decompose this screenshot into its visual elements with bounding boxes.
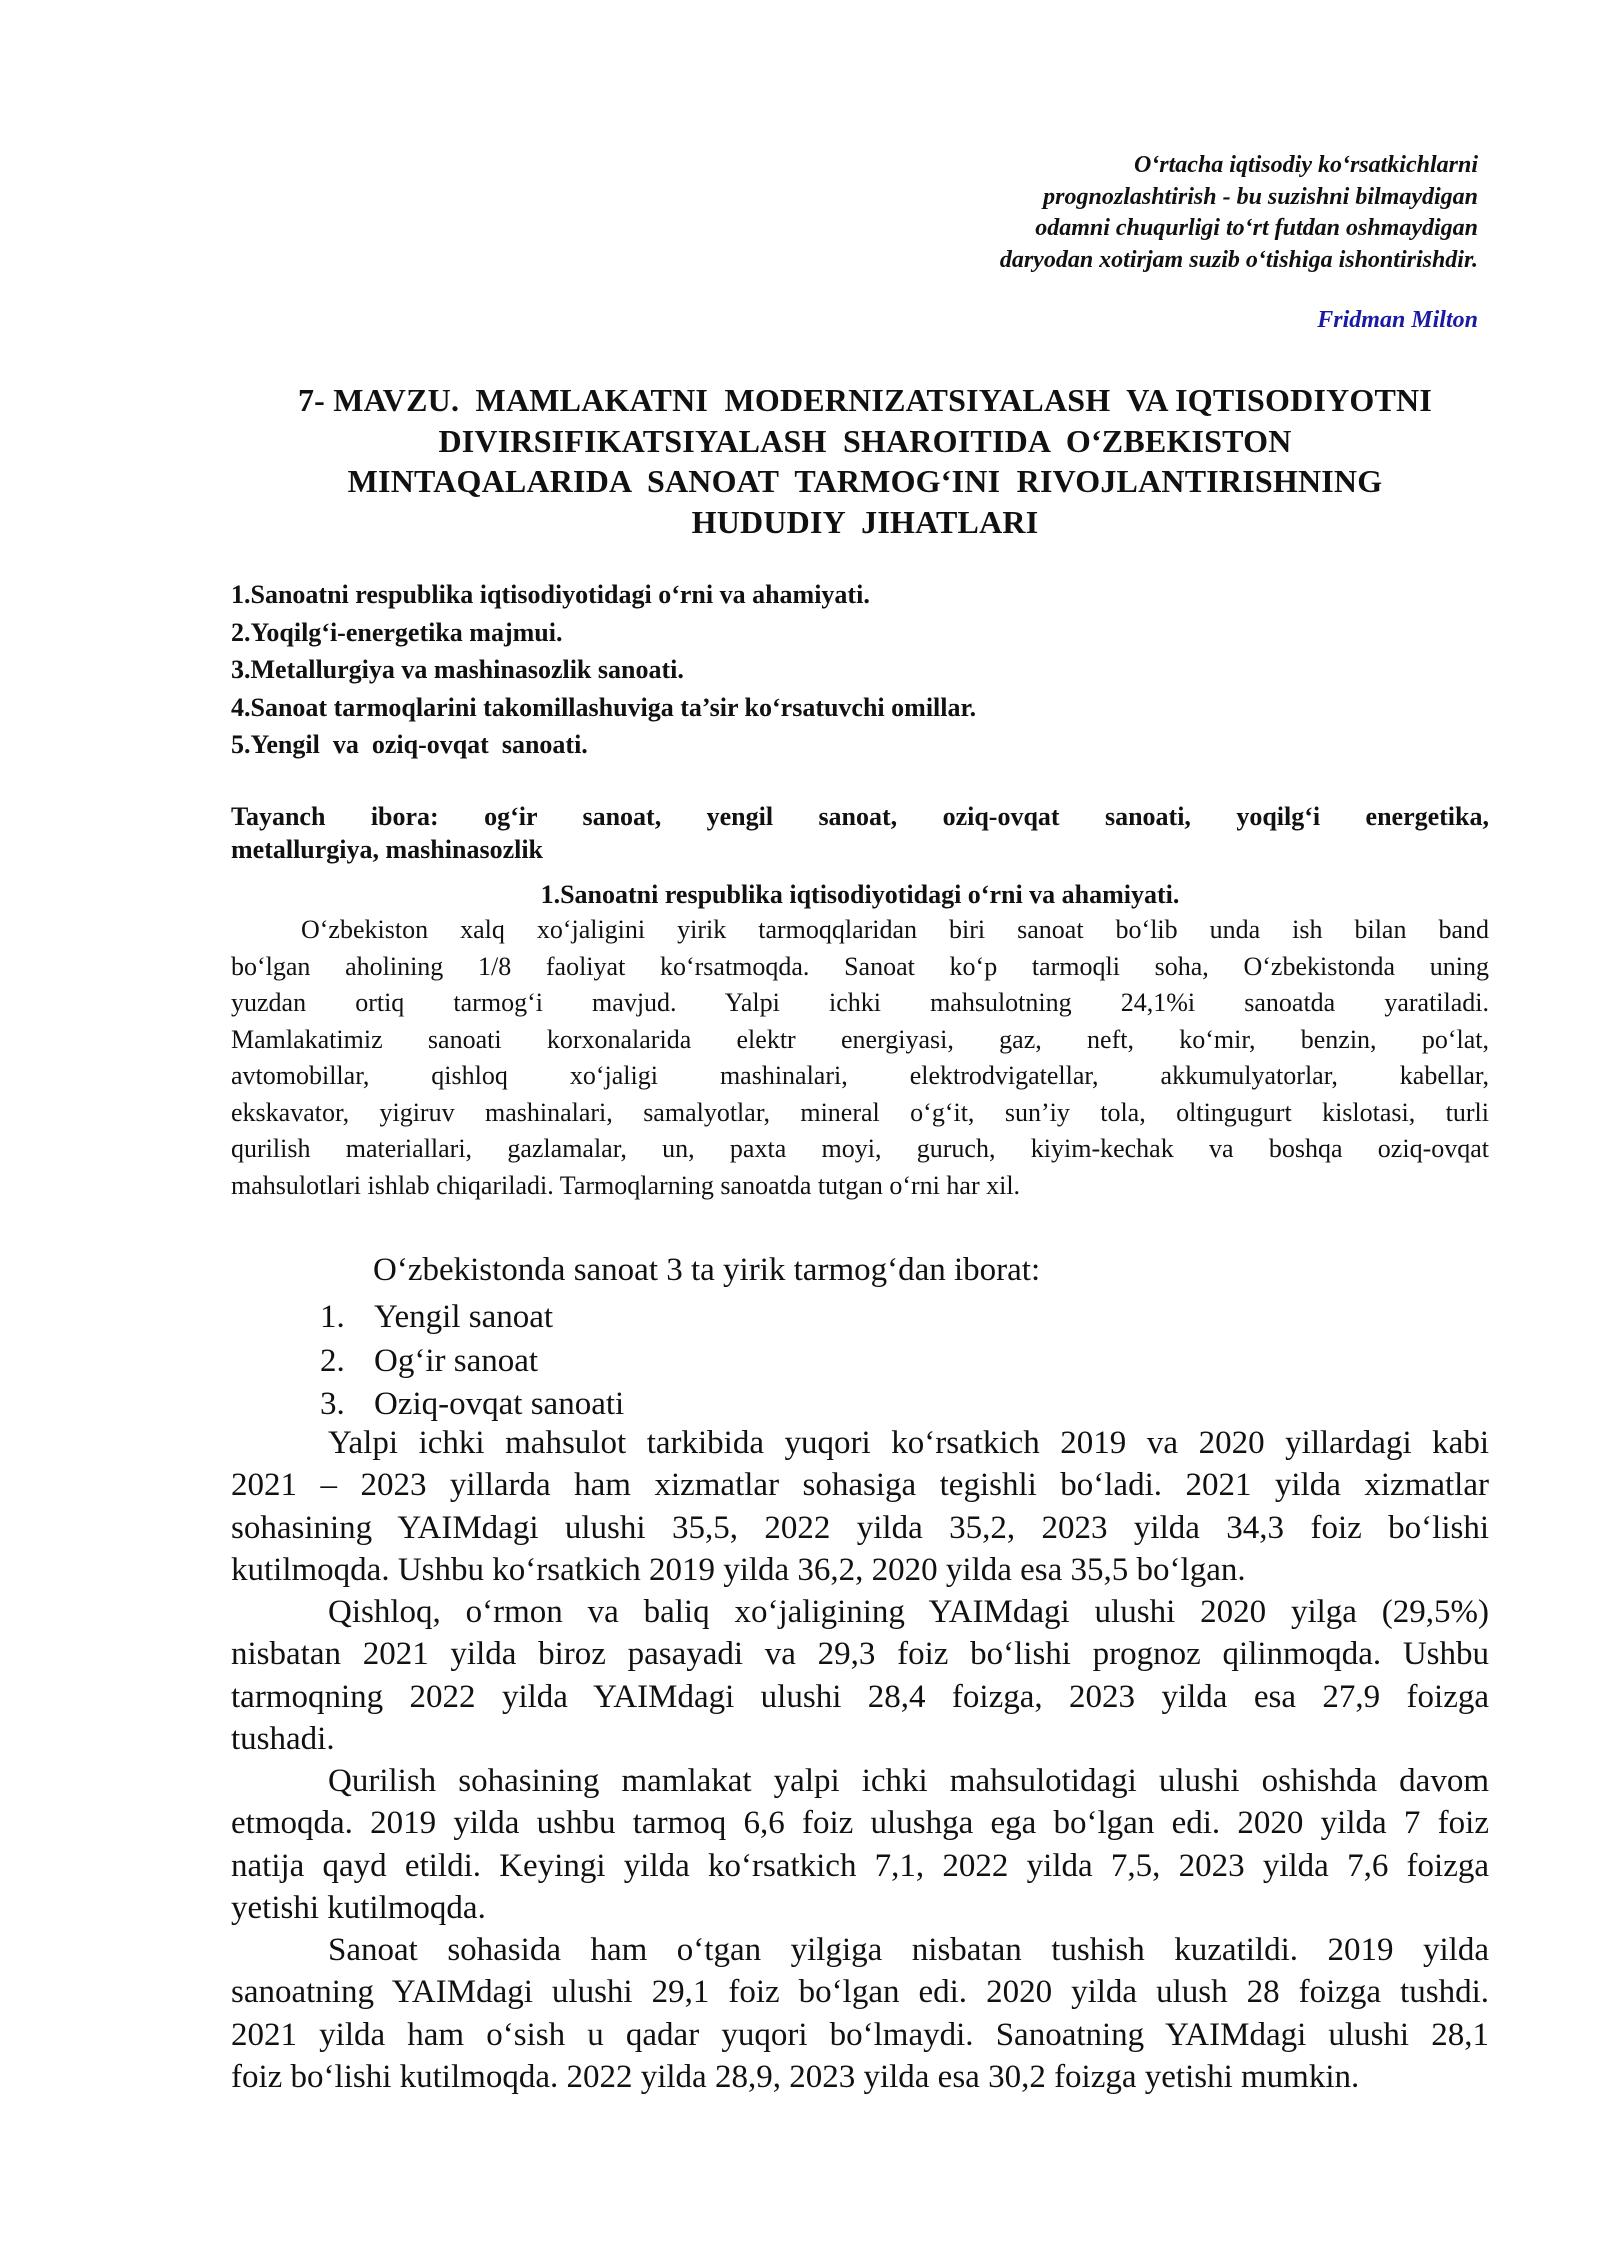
sector-number: 3. (320, 1386, 345, 1422)
plan-item: 1.Sanoatni respublika iqtisodiyotidagi o‘rni va ahamiyati. (231, 580, 870, 609)
keywords-line: Tayanch ibora: og‘ir sanoat, yengil sanoat, oziq-ovqat sanoati, yoqilg‘i energetika, (231, 802, 1489, 831)
epigraph-author: Fridman Milton (1317, 307, 1478, 333)
paragraph-line: nisbatan 2021 yilda biroz pasayadi va 29,3 foiz bo‘lishi prognoz qilinmoqda. Ushbu (231, 1636, 1489, 1673)
paragraph-industry-share (231, 1929, 1489, 2098)
paragraph-line: sohasining YAIMdagi ulushi 35,5, 2022 yilda 35,2, 2023 yilda 34,3 foiz bo‘lishi (231, 1509, 1489, 1546)
paragraph-line: mahsulotlari ishlab chiqariladi. Tarmoqlarning sanoatda tutgan o‘rni har xil. (231, 1170, 1021, 1200)
paragraph-line: Sanoat sohasida ham o‘tgan yilgiga nisbatan tushish kuzatildi. 2019 yilda (328, 1932, 1489, 1968)
title-line: 7- MAVZU. MAMLAKATNI MODERNIZATSIYALASH VA IQTISODIYOTNI (297, 382, 1433, 418)
sector-item (320, 1296, 624, 1340)
paragraph-line: 2021 – 2023 yillarda ham xizmatlar sohasiga tegishli bo‘ladi. 2021 yilda xizmatlar (231, 1467, 1489, 1504)
paragraph-line: qurilish materiallari, gazlamalar, un, paxta moyi, guruch, kiyim-kechak va boshqa oziq-ovqat (231, 1134, 1489, 1163)
sector-label: Oziq-ovqat sanoati (374, 1386, 625, 1422)
paragraph-line: 2021 yilda ham o‘sish u qadar yuqori bo‘lmaydi. Sanoatning YAIMdagi ulushi 28,1 (231, 2016, 1489, 2053)
paragraph-line: tushadi. (231, 1720, 335, 1757)
sector-label: Og‘ir sanoat (374, 1342, 539, 1379)
paragraph-line: yetishi kutilmoqda. (231, 1889, 486, 1926)
sector-list (320, 1296, 624, 1427)
plan-item: 2.Yoqilg‘i-energetika majmui. (231, 617, 563, 647)
paragraph-line: etmoqda. 2019 yilda ushbu tarmoq 6,6 foiz ulushga ega bo‘lgan edi. 2020 yilda 7 foiz (231, 1805, 1489, 1842)
paragraph-line: Yalpi ichki mahsulot tarkibida yuqori ko‘rsatkich 2019 va 2020 yillardagi kabi (328, 1425, 1489, 1461)
paragraph-line: Qurilish sohasining mamlakat yalpi ichki mahsulotidagi ulushi oshishda davom (328, 1763, 1489, 1799)
topic-title (230, 380, 1500, 542)
section-heading: 1.Sanoatni respublika iqtisodiyotidagi o‘rni va ahamiyati. (540, 880, 1180, 909)
paragraph-line: bo‘lgan aholining 1/8 faoliyat ko‘rsatmoqda. Sanoat ko‘p tarmoqli soha, O‘zbekistonda uning (231, 951, 1489, 981)
sectors-intro: O‘zbekistonda sanoat 3 ta yirik tarmog‘dan iborat: (373, 1252, 1041, 1288)
paragraph-gdp-services (231, 1422, 1489, 1591)
paragraph-line: natija qayd etildi. Keyingi yilda ko‘rsatkich 7,1, 2022 yilda 7,5, 2023 yilda 7,6 foizga (231, 1847, 1489, 1884)
epigraph-line: prognozlashtirish - bu suzishni bilmaydigan (1043, 183, 1478, 210)
epigraph (858, 150, 1478, 276)
paragraph-line: avtomobillar, qishloq xo‘jaligi mashinalari, elektrodvigatellar, akkumulyatorlar, kabellar, (231, 1061, 1489, 1090)
paragraph-line: Mamlakatimiz sanoati korxonalarida elektr energiyasi, gaz, neft, ko‘mir, benzin, po‘lat, (231, 1024, 1489, 1054)
plan-item: 3.Metallurgiya va mashinasozlik sanoati. (231, 655, 684, 684)
plan-item: 5.Yengil va oziq-ovqat sanoati. (231, 730, 588, 759)
title-line: DIVIRSIFIKATSIYALASH SHAROITIDA O‘ZBEKISTON (438, 422, 1292, 459)
paragraph-line: Qishloq, o‘rmon va baliq xo‘jaligining YAIMdagi ulushi 2020 yilga (29,5%) (328, 1594, 1489, 1630)
epigraph-line: O‘rtacha iqtisodiy ko‘rsatkichlarni (1133, 152, 1478, 178)
sector-item (320, 1383, 624, 1427)
sector-label: Yengil sanoat (374, 1299, 554, 1335)
paragraph-agriculture (231, 1591, 1489, 1760)
paragraph-line: O‘zbekiston xalq xo‘jaligini yirik tarmoqqlaridan biri sanoat bo‘lib unda ish bilan band (301, 915, 1489, 944)
paragraph-line: yuzdan ortiq tarmog‘i mavjud. Yalpi ichki mahsulotning 24,1%i sanoatda yaratiladi. (231, 988, 1489, 1017)
keywords-line: metallurgiya, mashinasozlik (231, 835, 544, 864)
keywords (231, 800, 1489, 866)
paragraph-industry-overview (231, 912, 1489, 1204)
sector-number: 1. (320, 1299, 345, 1335)
paragraph-construction (231, 1760, 1489, 1929)
epigraph-line: daryodan xotirjam suzib o‘tishiga ishontirishdir. (999, 246, 1478, 273)
paragraph-line: tarmoqning 2022 yilda YAIMdagi ulushi 28,4 foizga, 2023 yilda esa 27,9 foizga (231, 1678, 1489, 1715)
plan-item: 4.Sanoat tarmoqlarini takomillashuviga ta’sir ko‘rsatuvchi omillar. (231, 692, 977, 722)
paragraph-line: foiz bo‘lishi kutilmoqda. 2022 yilda 28,9, 2023 yilda esa 30,2 foizga yetishi mumkin. (231, 2058, 1360, 2095)
epigraph-line: odamni chuqurligi to‘rt futdan oshmaydigan (1035, 215, 1478, 241)
paragraph-line: ekskavator, yigiruv mashinalari, samalyotlar, mineral o‘g‘it, sun’iy tola, oltingugurt kislotasi, turli (231, 1097, 1489, 1127)
title-line: MINTAQALARIDA SANOAT TARMOG‘INI RIVOJLANTIRISHNING (347, 463, 1383, 499)
sector-number: 2. (320, 1342, 345, 1379)
paragraph-line: sanoatning YAIMdagi ulushi 29,1 foiz bo‘lgan edi. 2020 yilda ulush 28 foizga tushdi. (231, 1974, 1489, 2011)
paragraph-line: kutilmoqda. Ushbu ko‘rsatkich 2019 yilda 36,2, 2020 yilda esa 35,5 bo‘lgan. (231, 1551, 1246, 1588)
title-line: HUDUDIY JIHATLARI (691, 503, 1039, 540)
plan-list (231, 576, 976, 764)
sector-item (320, 1340, 624, 1384)
